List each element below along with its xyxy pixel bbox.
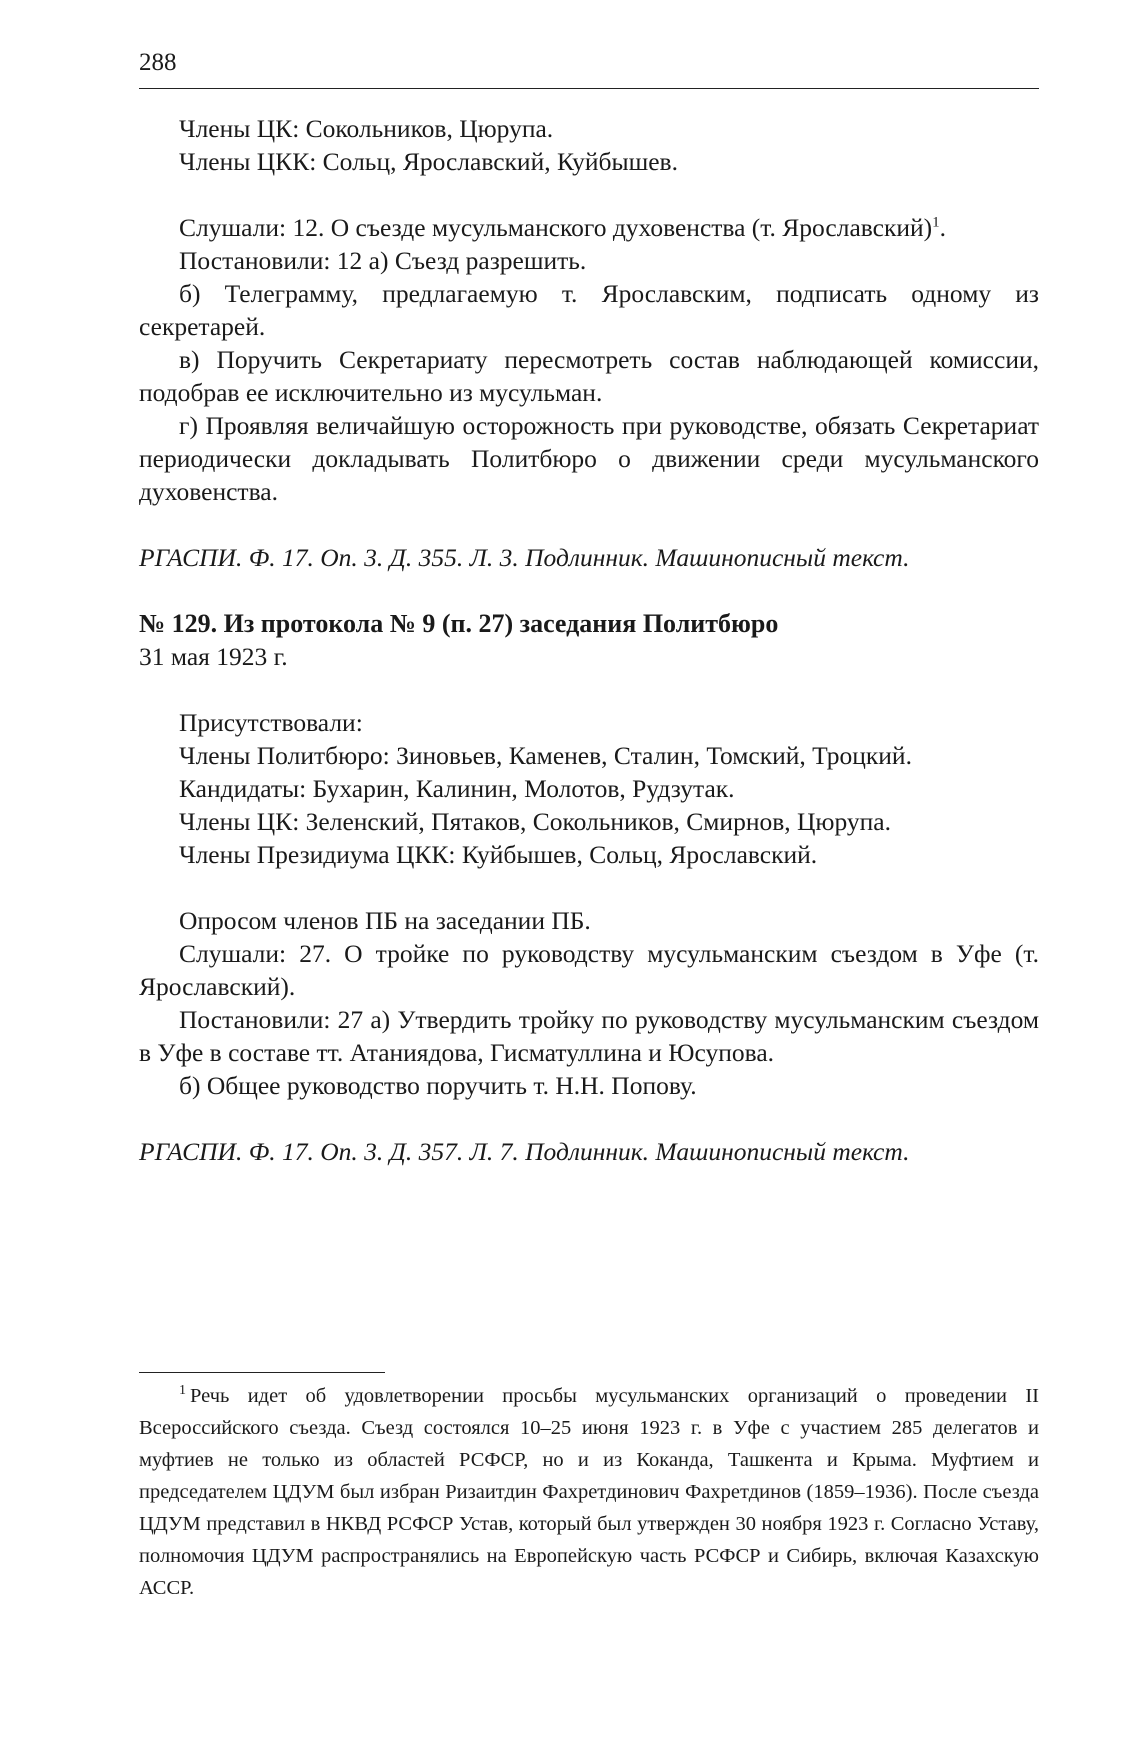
- spacer: [139, 508, 1039, 541]
- footnote-reference: 1: [932, 214, 940, 231]
- archive-source: РГАСПИ. Ф. 17. Оп. 3. Д. 355. Л. 3. Подлинник. Машинописный текст.: [139, 543, 910, 572]
- members-ckk-line: Члены ЦКК: Сольц, Ярославский, Куйбышев.: [179, 147, 678, 176]
- page-body: [139, 112, 1039, 1168]
- spacer: [139, 871, 1039, 904]
- decision-a: Постановили: 27 а) Утвердить тройку по руководству мусульманским съездом в Уфе в составе тт. Атаниядова, Гисматуллина и Юсупова.: [139, 1005, 1039, 1067]
- previous-document-section: [139, 112, 1039, 574]
- page-number: 288: [139, 49, 177, 76]
- heard-paragraph: Слушали: 12. О съезде мусульманского духовенства (т. Ярославский)$^1$.: [179, 213, 947, 242]
- members-ck-line: Члены ЦК: Сокольников, Цюрупа.: [179, 114, 554, 143]
- document-heading: № 129. Из протокола № 9 (п. 27) заседания Политбюро: [139, 609, 779, 638]
- candidates-line: Кандидаты: Бухарин, Калинин, Молотов, Рудзутак.: [179, 774, 735, 803]
- heard-paragraph: Слушали: 27. О тройке по руководству мусульманским съездом в Уфе (т. Ярославский).: [139, 939, 1039, 1001]
- spacer: [139, 574, 1039, 607]
- ck-members-line: Члены ЦК: Зеленский, Пятаков, Сокольников, Смирнов, Цюрупа.: [179, 807, 891, 836]
- footnote: [139, 1380, 1039, 1604]
- spacer: [139, 178, 1039, 211]
- decision-b: б) Телеграмму, предлагаемую т. Ярославским, подписать одному из секретарей.: [139, 279, 1039, 341]
- decision-b: б) Общее руководство поручить т. Н.Н. Попову.: [179, 1071, 697, 1100]
- footnote-text: Речь идет об удовлетворении просьбы мусульманских организаций о проведении II Всероссийского съезда. Съезд состоялся 10–25 июня 1923 г. в Уфе с участием 285 делегатов и муфтиев не только из областей РСФСР, но и из Коканда, Ташкента и Крыма. Муфтием и председателем ЦДУМ был избран Ризаитдин Фахретдинович Фахретдинов (1859–1936). После съезда ЦДУМ представил в НКВД РСФСР Устав, который был утвержден 30 ноября 1923 г. Согласно Уставу, полномочия ЦДУМ распространялись на Европейскую часть РСФСР и Сибирь, включая Казахскую АССР.: [139, 1385, 1039, 1599]
- archive-source: РГАСПИ. Ф. 17. Оп. 3. Д. 357. Л. 7. Подлинник. Машинописный текст.: [139, 1137, 910, 1166]
- ckk-presidium-members-line: Члены Президиума ЦКК: Куйбышев, Сольц, Ярославский.: [179, 840, 818, 869]
- footnote-rule: [139, 1372, 385, 1373]
- politburo-members-line: Члены Политбюро: Зиновьев, Каменев, Сталин, Томский, Троцкий.: [179, 741, 912, 770]
- heard-text: Слушали: 12. О съезде мусульманского духовенства (т. Ярославский): [179, 213, 933, 242]
- header-rule: [139, 88, 1039, 89]
- document-date: 31 мая 1923 г.: [139, 642, 288, 671]
- present-label: Присутствовали:: [179, 708, 363, 737]
- decision-v: в) Поручить Секретариату пересмотреть состав наблюдающей комиссии, подобрав ее исключительно из мусульман.: [139, 345, 1039, 407]
- decision-a: Постановили: 12 а) Съезд разрешить.: [179, 246, 587, 275]
- spacer: [139, 1102, 1039, 1135]
- decision-g: г) Проявляя величайшую осторожность при руководстве, обязать Секретариат периодически докладывать Политбюро о движении среди мусульманского духовенства.: [139, 411, 1039, 506]
- poll-line: Опросом членов ПБ на заседании ПБ.: [179, 906, 591, 935]
- spacer: [139, 673, 1039, 706]
- footnote-marker: 1: [179, 1383, 186, 1399]
- document-129-section: [139, 607, 1039, 1168]
